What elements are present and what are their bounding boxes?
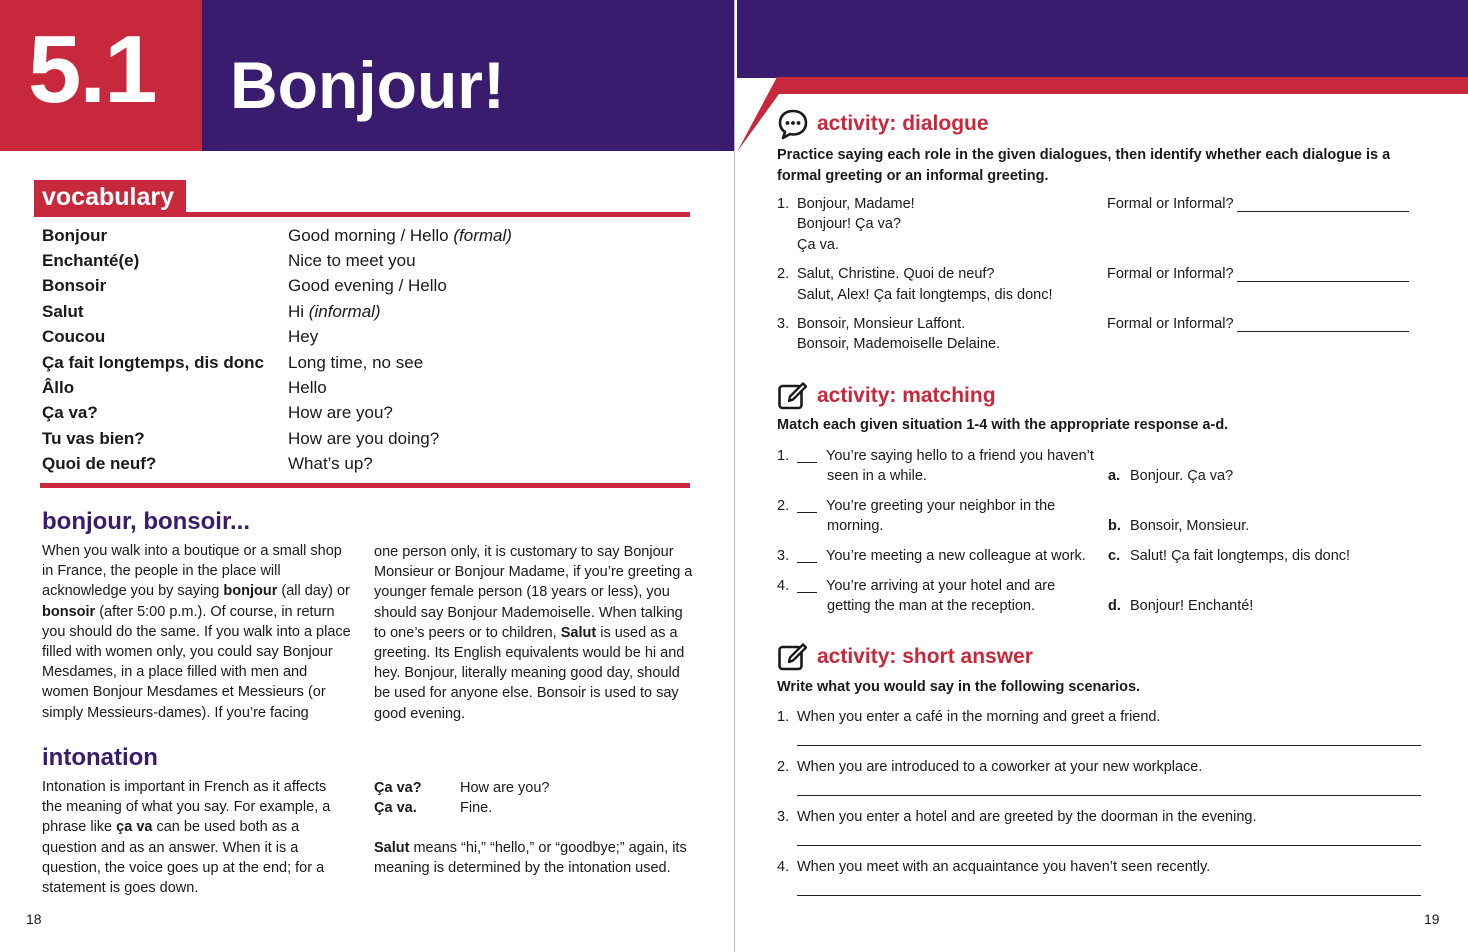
answer-line[interactable] [797,895,1421,896]
bonjour-paragraph-col2: one person only, it is customary to say Bonjour Monsieur or Bonjour Madame, if you’re greeting a younger female person (18 years or less), you should say Bonjour Mademoiselle. When talking to one’s peers or to children, Salut is used as a greeting. Its English equivalents would be hi and hey. Bonjour, literally meaning good day, should be used for anyone else. Bonsoir is used to say good evening. [374,544,693,722]
vocab-term: Bonsoir [42,276,107,295]
answer-line[interactable] [797,795,1421,796]
salut-note: Salut means “hi,” “hello,” or “goodbye;” again, its meaning is determined by the intonation used. [374,840,687,877]
dialogue-instructions: Practice saying each role in the given dialogues, then identify whether each dialogue is a formal greeting or an informal greeting. [777,147,1391,184]
response-letter: c. [1108,548,1121,564]
vocab-term: Bonjour [42,226,108,245]
page-number-left: 18 [26,911,42,927]
match-blank[interactable] [797,592,817,593]
short-answer-instructions: Write what you would say in the following scenarios. [777,679,1141,695]
example-french: Ça va. [374,800,417,816]
response-letter: d. [1108,598,1121,614]
vocab-term: Quoi de neuf? [42,454,157,473]
dialogue-line: Ça va. [797,237,839,253]
response-text: Bonsoir, Monsieur. [1130,518,1250,534]
example-english: How are you? [460,780,550,796]
short-answer-number: 3. [777,809,790,825]
formal-informal-prompt: Formal or Informal? [1107,196,1234,212]
short-answer-prompt: When you are introduced to a coworker at your new workplace. [797,759,1203,775]
vocab-term: Tu vas bien? [42,429,145,448]
dialogue-item-number: 1. [777,196,790,212]
response-text: Salut! Ça fait longtemps, dis donc! [1130,548,1351,564]
matching-activity-heading: activity: matching [817,384,996,407]
dialogue-activity-heading: activity: dialogue [817,112,989,135]
vocabulary-rule-bottom [40,483,690,488]
matching-item: 2. [777,498,790,514]
dialogue-line: Salut, Christine. Quoi de neuf? [797,266,995,282]
vocab-definition: How are you? [288,403,393,422]
page-number-right: 19 [1424,911,1440,927]
short-answer-number: 2. [777,759,790,775]
formal-informal-prompt: Formal or Informal? [1107,316,1234,332]
situation-text: You’re meeting a new colleague at work. [826,548,1086,564]
response-text: Bonjour! Enchanté! [1130,598,1254,614]
situation-text: You’re arriving at your hotel and are [826,578,1056,594]
dialogue-item-number: 2. [777,266,790,282]
answer-blank[interactable] [1237,281,1409,282]
pencil-edit-icon [777,380,809,412]
dialogue-line: Bonsoir, Mademoiselle Delaine. [797,336,1001,352]
example-french: Ça va? [374,780,422,796]
answer-blank[interactable] [1237,211,1409,212]
vocab-definition: Hello [288,378,327,397]
dialogue-line: Bonjour, Madame! [797,196,915,212]
example-english: Fine. [460,800,493,816]
answer-line[interactable] [797,845,1421,846]
match-blank[interactable] [797,512,817,513]
chapter-number: 5.1 [28,16,156,123]
situation-text: getting the man at the reception. [827,598,1035,614]
vocab-definition: Hey [288,327,319,346]
answer-blank[interactable] [1237,331,1409,332]
vocab-definition: How are you doing? [288,429,440,448]
bonjour-paragraph-col1: When you walk into a boutique or a small shop in France, the people in the place will acknowledge you by saying bonjour (all day) or bonsoir (after 5:00 p.m.). Of course, in return you should do the same. If you walk into a place filled with women only, you could say Bonjour Mesdames, in a place filled with men and women Bonjour Mesdames et Messieurs (or simply Messieurs-dames). If you’re facing [42,543,351,721]
matching-item: 1. [777,448,790,464]
situation-text: You’re saying hello to a friend you haven’t [826,448,1094,464]
matching-item: 4. [777,578,790,594]
title-band-right [737,0,1468,78]
pencil-edit-icon [777,641,809,673]
chapter-title: Bonjour! [230,48,505,122]
short-answer-prompt: When you meet with an acquaintance you haven’t seen recently. [797,859,1211,875]
intonation-paragraph: Intonation is important in French as it affects the meaning of what you say. For example, a phrase like ça va can be used both as a question and as an answer. When it is a question, the voice goes up at the end; for a statement is goes down. [42,779,331,897]
response-letter: a. [1108,468,1121,484]
vocab-term: Âllo [42,378,75,397]
vocab-definition: Hi (informal) [288,302,381,321]
situation-text: morning. [827,518,884,534]
dialogue-line: Bonjour! Ça va? [797,216,901,232]
vocab-term: Salut [42,302,84,321]
match-blank[interactable] [797,462,817,463]
vocab-term: Ça fait longtemps, dis donc [42,353,264,372]
match-blank[interactable] [797,562,817,563]
page-gutter [734,0,735,952]
vocab-definition: Good morning / Hello (formal) [288,226,512,245]
short-answer-prompt: When you enter a hotel and are greeted by the doorman in the evening. [797,809,1257,825]
formal-informal-prompt: Formal or Informal? [1107,266,1234,282]
matching-instructions: Match each given situation 1-4 with the appropriate response a-d. [777,417,1229,433]
bonjour-section-heading: bonjour, bonsoir... [42,508,250,535]
vocab-definition: Long time, no see [288,353,424,372]
short-answer-activity-heading: activity: short answer [817,645,1033,668]
dialogue-line: Bonsoir, Monsieur Laffont. [797,316,966,332]
vocab-definition: What’s up? [288,454,373,473]
short-answer-number: 4. [777,859,790,875]
vocab-term: Coucou [42,327,106,346]
short-answer-number: 1. [777,709,790,725]
vocab-definition: Nice to meet you [288,251,416,270]
dialogue-item-number: 3. [777,316,790,332]
vocab-term: Ça va? [42,403,98,422]
vocabulary-heading: vocabulary [34,180,186,216]
response-text: Bonjour. Ça va? [1130,468,1234,484]
situation-text: seen in a while. [827,468,927,484]
matching-item: 3. [777,548,790,564]
answer-line[interactable] [797,745,1421,746]
intonation-heading: intonation [42,744,158,771]
response-letter: b. [1108,518,1121,534]
situation-text: You’re greeting your neighbor in the [826,498,1056,514]
short-answer-prompt: When you enter a café in the morning and greet a friend. [797,709,1161,725]
speech-bubble-icon [777,108,809,140]
dialogue-line: Salut, Alex! Ça fait longtemps, dis donc! [797,287,1053,303]
vocab-definition: Good evening / Hello [288,276,447,295]
vocab-term: Enchanté(e) [42,251,140,270]
